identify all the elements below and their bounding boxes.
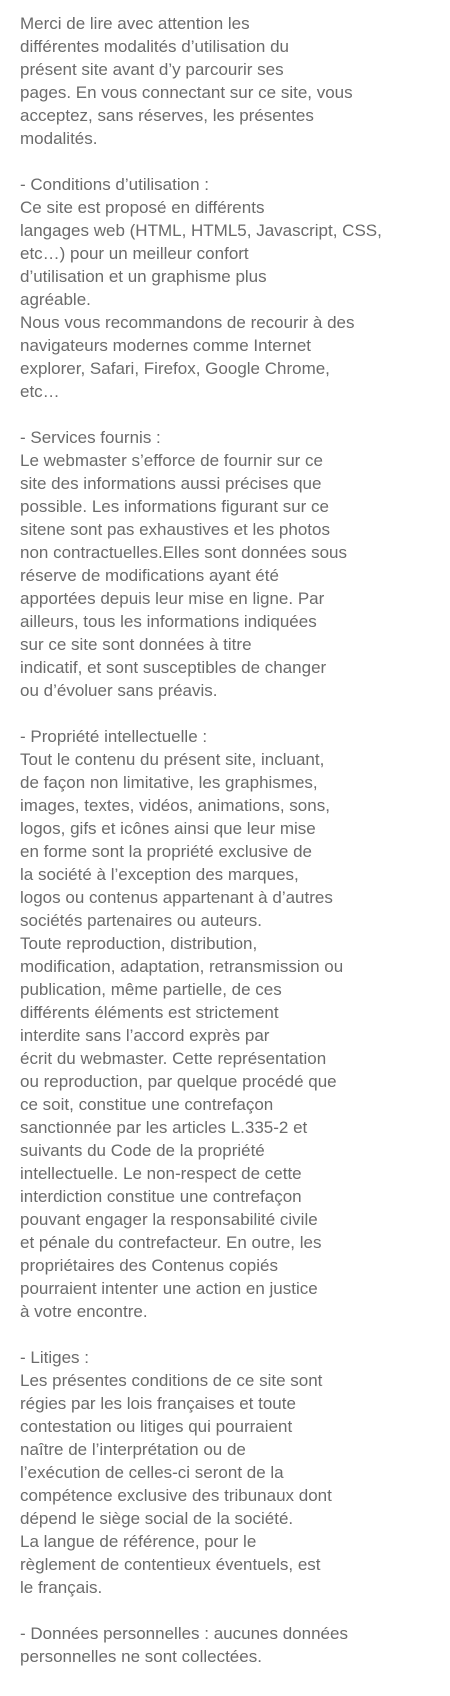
text-line: sociétés partenaires ou auteurs. xyxy=(20,911,262,930)
text-line: d’utilisation et un graphisme plus xyxy=(20,267,267,286)
text-line: non contractuelles.Elles sont données sous xyxy=(20,543,347,562)
text-line: Ce site est proposé en différents xyxy=(20,198,265,217)
section-heading: - Propriété intellectuelle : xyxy=(20,727,208,746)
spacer xyxy=(20,403,440,426)
text-line: modalités. xyxy=(20,129,98,148)
text-line: - Données personnelles : aucunes données xyxy=(20,1624,348,1643)
text-line: contestation ou litiges qui pourraient xyxy=(20,1417,293,1436)
text-line: intellectuelle. Le non-respect de cette xyxy=(20,1164,302,1183)
text-line: la société à l’exception des marques, xyxy=(20,865,299,884)
spacer xyxy=(20,1323,440,1346)
section-donnees-personnelles xyxy=(20,1622,440,1668)
text-line: modification, adaptation, retransmission ou xyxy=(20,957,344,976)
text-line: acceptez, sans réserves, les présentes xyxy=(20,106,314,125)
text-line: navigateurs modernes comme Internet xyxy=(20,336,312,355)
text-line: sur ce site sont données à titre xyxy=(20,635,252,654)
spacer xyxy=(20,150,440,173)
text-line: agréable. xyxy=(20,290,91,309)
text-line: pages. En vous connectant sur ce site, vous xyxy=(20,83,353,102)
text-line: à votre encontre. xyxy=(20,1302,148,1321)
section-litiges xyxy=(20,1346,440,1599)
section-services xyxy=(20,426,440,702)
legal-notice-text xyxy=(20,12,440,1668)
intro-paragraph xyxy=(20,12,440,150)
text-line: Merci de lire avec attention les xyxy=(20,14,250,33)
text-line: pouvant engager la responsabilité civile xyxy=(20,1210,318,1229)
text-line: langages web (HTML, HTML5, Javascript, CSS, xyxy=(20,221,382,240)
text-line: différentes modalités d’utilisation du xyxy=(20,37,290,56)
section-heading: - Conditions d’utilisation : xyxy=(20,175,209,194)
text-line: sitene sont pas exhaustives et les photos xyxy=(20,520,330,539)
text-line: publication, même partielle, de ces xyxy=(20,980,282,999)
text-line: possible. Les informations figurant sur ce xyxy=(20,497,329,516)
text-line: ou reproduction, par quelque procédé que xyxy=(20,1072,337,1091)
text-line: ailleurs, tous les informations indiquées xyxy=(20,612,317,631)
text-line: différents éléments est strictement xyxy=(20,1003,279,1022)
text-line: ou d’évoluer sans préavis. xyxy=(20,681,218,700)
text-line: site des informations aussi précises que xyxy=(20,474,322,493)
text-line: Le webmaster s’efforce de fournir sur ce xyxy=(20,451,323,470)
text-line: en forme sont la propriété exclusive de xyxy=(20,842,312,861)
text-line: réserve de modifications ayant été xyxy=(20,566,279,585)
text-line: de façon non limitative, les graphismes, xyxy=(20,773,318,792)
text-line: dépend le siège social de la société. xyxy=(20,1509,294,1528)
text-line: explorer, Safari, Firefox, Google Chrome, xyxy=(20,359,330,378)
text-line: règlement de contentieux éventuels, est xyxy=(20,1555,321,1574)
text-line: interdite sans l’accord exprès par xyxy=(20,1026,270,1045)
section-conditions xyxy=(20,173,440,403)
text-line: Tout le contenu du présent site, incluant, xyxy=(20,750,325,769)
text-line: interdiction constitue une contrefaçon xyxy=(20,1187,302,1206)
text-line: présent site avant d’y parcourir ses xyxy=(20,60,284,79)
text-line: régies par les lois françaises et toute xyxy=(20,1394,296,1413)
section-propriete-intellectuelle xyxy=(20,725,440,1323)
section-heading: - Services fournis : xyxy=(20,428,161,447)
section-heading: - Litiges : xyxy=(20,1348,89,1367)
text-line: Nous vous recommandons de recourir à des xyxy=(20,313,355,332)
text-line: etc… xyxy=(20,382,60,401)
text-line: indicatif, et sont susceptibles de changer xyxy=(20,658,327,677)
text-line: sanctionnée par les articles L.335-2 et xyxy=(20,1118,308,1137)
text-line: Toute reproduction, distribution, xyxy=(20,934,258,953)
text-line: etc…) pour un meilleur confort xyxy=(20,244,249,263)
text-line: suivants du Code de la propriété xyxy=(20,1141,265,1160)
text-line: images, textes, vidéos, animations, sons, xyxy=(20,796,330,815)
text-line: La langue de référence, pour le xyxy=(20,1532,257,1551)
text-line: naître de l’interprétation ou de xyxy=(20,1440,246,1459)
text-line: écrit du webmaster. Cette représentation xyxy=(20,1049,327,1068)
text-line: et pénale du contrefacteur. En outre, les xyxy=(20,1233,322,1252)
text-line: ce soit, constitue une contrefaçon xyxy=(20,1095,274,1114)
text-line: logos ou contenus appartenant à d’autres xyxy=(20,888,333,907)
text-line: apportées depuis leur mise en ligne. Par xyxy=(20,589,325,608)
text-line: logos, gifs et icônes ainsi que leur mise xyxy=(20,819,316,838)
spacer xyxy=(20,702,440,725)
text-line: Les présentes conditions de ce site sont xyxy=(20,1371,323,1390)
text-line: propriétaires des Contenus copiés xyxy=(20,1256,278,1275)
text-line: le français. xyxy=(20,1578,103,1597)
text-line: l’exécution de celles-ci seront de la xyxy=(20,1463,284,1482)
text-line: compétence exclusive des tribunaux dont xyxy=(20,1486,332,1505)
text-line: pourraient intenter une action en justice xyxy=(20,1279,318,1298)
spacer xyxy=(20,1599,440,1622)
text-line: personnelles ne sont collectées. xyxy=(20,1647,262,1666)
